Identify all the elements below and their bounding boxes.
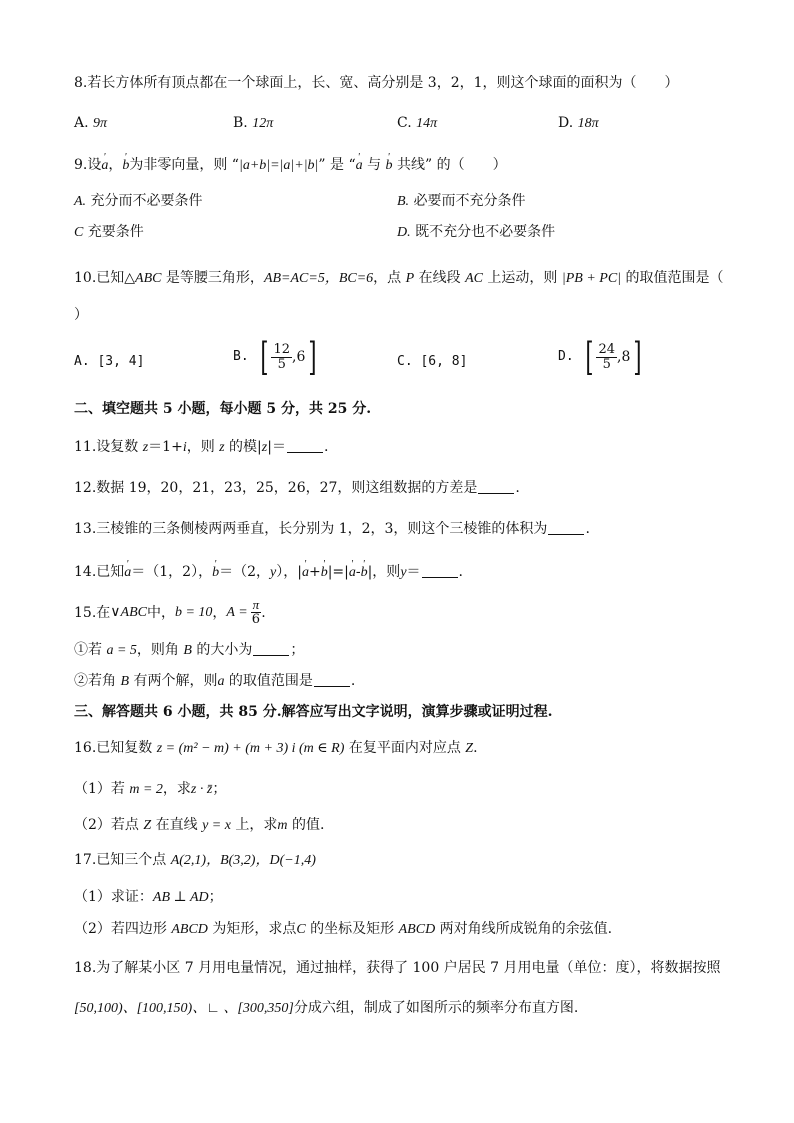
q8-option-a[interactable]: A. 9π: [74, 115, 108, 131]
section-fill-in-heading: 二、填空题共 5 小题，每小题 5 分，共 25 分.: [74, 401, 372, 417]
q11-answer-blank[interactable]: [287, 438, 323, 453]
q10-option-a[interactable]: A. [3, 4]: [74, 354, 145, 369]
q9-option-c[interactable]: C 充要条件: [74, 224, 144, 240]
q12-stem: 12.数据 19，20，21，23，25，26，27，则这组数据的方差是 .: [74, 480, 520, 496]
q10-option-b[interactable]: B. [ $\frac{12}{5}$ ,6 ]: [233, 335, 317, 379]
q9-option-a[interactable]: A. 充分而不必要条件: [74, 193, 203, 209]
q10-option-d[interactable]: D. [ $\frac{24}{5}$ ,8 ]: [558, 335, 642, 379]
q8-option-b[interactable]: B. 12π: [233, 115, 274, 131]
q17-part-1: （1）求证：AB ⊥ AD；: [74, 889, 223, 905]
q15-2-answer-blank[interactable]: [314, 672, 350, 687]
q10-option-c[interactable]: C. [6, 8]: [397, 354, 468, 369]
q14-stem: 14.已知' a＝（1，2），' b＝（2，y），|' a+' b|=|' a-' b|，则y＝ .: [74, 562, 463, 583]
q8-option-d[interactable]: D. 18π: [558, 115, 599, 131]
q13-answer-blank[interactable]: [548, 520, 584, 535]
q17-part-2: （2）若四边形 ABCD 为矩形，求点C 的坐标及矩形 ABCD 两对角线所成锐角的余弦值.: [74, 921, 613, 937]
q17-stem: 17.已知三个点 A(2,1)，B(3,2)，D(−1,4): [74, 852, 316, 868]
q9-stem: 9.设' a，' b为非零向量，则 “|a+b|=|a|+|b|” 是 “' a 与 ' b 共线” 的（ ）: [74, 155, 507, 176]
q11-stem: 11.设复数 z＝1+i，则 z 的模|z|＝ .: [74, 439, 329, 455]
q16-part-2: （2）若点 Z 在直线 y = x 上，求m 的值.: [74, 817, 325, 833]
q15-stem: 15.在 ∨ABC 中， b = 10 ， A = $\frac{\pi}{6}$ .: [74, 597, 266, 627]
q8-stem: 8.若长方体所有顶点都在一个球面上，长、宽、高分别是 3，2，1，则这个球面的面积为（ ）: [74, 75, 679, 91]
q10-stem-end: ）: [74, 307, 88, 323]
q15-subquestion-1: ①若 a = 5，则角 B 的大小为 ；: [74, 642, 305, 658]
q12-answer-blank[interactable]: [478, 479, 514, 494]
section-solutions-heading: 三、解答题共 6 小题，共 85 分.解答应写出文字说明，演算步骤或证明过程.: [74, 704, 553, 720]
q18-stem: 18.为了解某小区 7 月用电量情况，通过抽样，获得了 100 户居民 7 月用电量（单位：度），将数据按照: [74, 960, 721, 976]
q18-stem-continued: [50,100)、[100,150)、∟ 、[300,350]分成六组，制成了如图所示的频率分布直方图.: [74, 1000, 579, 1016]
q16-stem: 16.已知复数 z = (m² − m) + (m + 3) i (m ∈ R) 在复平面内对应点 Z.: [74, 740, 478, 756]
q15-subquestion-2: ②若角 B 有两个解，则a 的取值范围是 .: [74, 673, 356, 689]
q10-stem: 10.已知△ABC 是等腰三角形，AB=AC=5，BC=6，点 P 在线段 AC 上运动，则 |PB + PC| 的取值范围是（: [74, 270, 724, 286]
q8-option-c[interactable]: C. 14π: [397, 115, 438, 131]
q13-stem: 13.三棱锥的三条侧棱两两垂直，长分别为 1，2，3，则这个三棱锥的体积为 .: [74, 521, 590, 537]
q15-1-answer-blank[interactable]: [253, 641, 289, 656]
q14-answer-blank[interactable]: [422, 563, 458, 578]
q9-option-d[interactable]: D. 既不充分也不必要条件: [397, 224, 556, 240]
q16-part-1: （1）若 m = 2，求z · z̄；: [74, 781, 227, 797]
q9-option-b[interactable]: B. 必要而不充分条件: [397, 193, 526, 209]
